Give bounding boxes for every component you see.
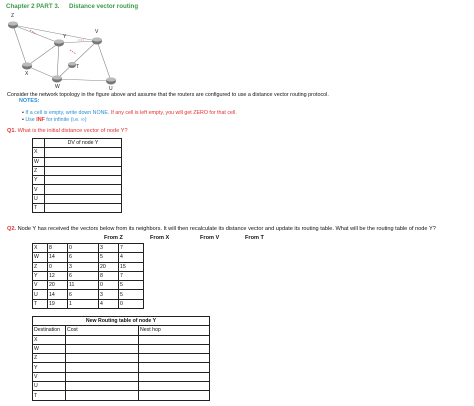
cell-from-z: 14 — [48, 253, 68, 262]
cell-from-v: 5 — [99, 253, 119, 262]
cell-from-t: 7 — [119, 244, 144, 253]
routing-next-hop-cell[interactable] — [139, 391, 210, 400]
table-row — [33, 166, 122, 175]
q1-label: Q1. — [7, 128, 17, 134]
col-header-from-t: From T — [245, 235, 264, 241]
table-row — [33, 290, 144, 299]
q1-answer-cell[interactable] — [45, 185, 122, 194]
routing-next-hop-cell[interactable] — [139, 335, 210, 344]
table-row — [33, 157, 122, 166]
cell-from-z: 0 — [48, 262, 68, 271]
router-u — [106, 78, 116, 91]
q2-text: Node Y has received the vectors below from its neighbors. It will then recalculate its distance vector and update its routing table. What will be the routing table of node Y? — [16, 226, 436, 232]
q1-row-label: T — [33, 204, 45, 213]
router-t-label: T — [76, 64, 80, 70]
router-z — [8, 13, 18, 29]
router-z-label: Z — [11, 13, 15, 19]
cell-from-t: 5 — [119, 290, 144, 299]
table-row — [33, 244, 144, 253]
router-x-label: X — [25, 71, 29, 77]
routing-cost-cell[interactable] — [66, 354, 139, 363]
bullet-icon: • — [22, 117, 26, 123]
cell-from-t: 7 — [119, 271, 144, 280]
row-node: U — [33, 290, 48, 299]
q2-question — [7, 226, 471, 232]
routing-cost-cell[interactable] — [66, 372, 139, 381]
routing-col-destination: Destination — [33, 326, 66, 335]
col-header-from-v: From V — [200, 235, 220, 241]
bullet-icon: • — [22, 110, 26, 116]
cell-from-x: 6 — [68, 290, 99, 299]
routing-cost-cell[interactable] — [66, 382, 139, 391]
router-x — [22, 63, 32, 78]
routing-next-hop-cell[interactable] — [139, 354, 210, 363]
q2-label: Q2. — [7, 226, 17, 232]
cell-from-x: 3 — [68, 262, 99, 271]
table-row — [33, 271, 144, 280]
note-item-inf — [22, 117, 87, 123]
row-node: Y — [33, 271, 48, 280]
table-row — [33, 176, 122, 185]
table-row — [33, 204, 122, 213]
q1-answer-cell[interactable] — [45, 204, 122, 213]
table-row — [33, 148, 122, 157]
table-row — [33, 344, 210, 353]
cell-from-t: 15 — [119, 262, 144, 271]
note-inf-keyword: INF — [36, 117, 45, 123]
new-routing-table — [32, 316, 210, 401]
table-row — [33, 281, 144, 290]
router-y-label: Y — [63, 34, 67, 40]
cell-from-v: 4 — [99, 299, 119, 308]
cell-from-z: 12 — [48, 271, 68, 280]
col-header-from-z: From Z — [104, 235, 123, 241]
cell-from-z: 19 — [48, 299, 68, 308]
routing-cost-cell[interactable] — [66, 363, 139, 372]
network-topology-diagram — [0, 10, 135, 90]
cell-from-v: 3 — [99, 290, 119, 299]
col-header-from-x: From X — [150, 235, 170, 241]
cell-from-v: 0 — [99, 281, 119, 290]
cell-from-t: 4 — [119, 253, 144, 262]
q1-answer-cell[interactable] — [45, 157, 122, 166]
routing-table-title: New Routing table of node Y — [33, 317, 210, 326]
router-w — [52, 76, 62, 91]
row-node: T — [33, 299, 48, 308]
topic-title: Distance vector routing — [69, 3, 139, 10]
cell-from-v: 8 — [99, 271, 119, 280]
cell-from-z: 20 — [48, 281, 68, 290]
routing-dest: T — [33, 391, 66, 400]
table-row — [33, 317, 210, 326]
q1-row-label: Y — [33, 176, 45, 185]
q1-answer-cell[interactable] — [45, 148, 122, 157]
cell-from-v: 3 — [99, 244, 119, 253]
routing-col-next-hop: Next hop — [139, 326, 210, 335]
routing-next-hop-cell[interactable] — [139, 344, 210, 353]
q1-row-label: W — [33, 157, 45, 166]
cell-from-z: 8 — [48, 244, 68, 253]
table-row — [33, 326, 210, 335]
routing-next-hop-cell[interactable] — [139, 363, 210, 372]
router-v-label: V — [95, 29, 99, 35]
table-row — [33, 262, 144, 271]
routing-dest: U — [33, 382, 66, 391]
table-row — [33, 194, 122, 203]
q1-row-label: X — [33, 148, 45, 157]
notes-title: NOTES: — [19, 98, 40, 104]
routing-dest: Z — [33, 354, 66, 363]
table-row — [33, 185, 122, 194]
cell-from-z: 14 — [48, 290, 68, 299]
q1-dv-header: DV of node Y — [45, 139, 122, 148]
cell-from-x: 6 — [68, 253, 99, 262]
cell-from-x: 1 — [68, 299, 99, 308]
router-v — [92, 29, 102, 45]
table-row — [33, 391, 210, 400]
row-node: W — [33, 253, 48, 262]
row-node: X — [33, 244, 48, 253]
cell-from-x: 11 — [68, 281, 99, 290]
table-row — [33, 354, 210, 363]
q1-dv-table — [32, 138, 122, 213]
q1-row-label: U — [33, 194, 45, 203]
table-row — [33, 335, 210, 344]
router-w-label: W — [55, 84, 60, 90]
q1-answer-cell[interactable] — [45, 194, 122, 203]
chapter-title: Chapter 2 PART 3. — [6, 3, 60, 10]
routing-dest: W — [33, 344, 66, 353]
table-row — [33, 139, 122, 148]
router-y — [54, 34, 67, 47]
q1-row-label: Z — [33, 166, 45, 175]
routing-dest: Y — [33, 363, 66, 372]
routing-cost-cell[interactable] — [66, 391, 139, 400]
row-node: Z — [33, 262, 48, 271]
q1-row-label: V — [33, 185, 45, 194]
cell-from-t: 5 — [119, 281, 144, 290]
q1-answer-cell[interactable] — [45, 166, 122, 175]
routing-next-hop-cell[interactable] — [139, 382, 210, 391]
q1-text: What is the initial distance vector of node Y? — [16, 128, 128, 134]
q1-question — [7, 128, 128, 134]
router-u-label: U — [109, 86, 113, 90]
cell-from-x: 0 — [68, 244, 99, 253]
table-row — [33, 299, 144, 308]
routing-dest: X — [33, 335, 66, 344]
routing-next-hop-cell[interactable] — [139, 372, 210, 381]
routing-cost-cell[interactable] — [66, 335, 139, 344]
q1-answer-cell[interactable] — [45, 176, 122, 185]
table-row — [33, 372, 210, 381]
cell-from-v: 20 — [99, 262, 119, 271]
note-inf-post: for infinite (i.e. ∞) — [44, 117, 87, 123]
cell-from-x: 6 — [68, 271, 99, 280]
q2-neighbor-vectors-table — [32, 243, 144, 309]
cell-from-t: 0 — [119, 299, 144, 308]
routing-cost-cell[interactable] — [66, 344, 139, 353]
table-row — [33, 382, 210, 391]
routing-col-cost: Cost — [66, 326, 139, 335]
note-empty-blue: If a cell is empty, write down NONE. — [25, 110, 110, 116]
table-row — [33, 363, 210, 372]
routing-dest: V — [33, 372, 66, 381]
row-node: V — [33, 281, 48, 290]
note-inf-pre: Use — [25, 117, 37, 123]
table-row — [33, 253, 144, 262]
intro-text: Consider the network topology in the figure above and assume that the routers are configured to use a distance vector routing protocol. — [7, 92, 329, 98]
note-empty-red: If any cell is left empty, you will get ZERO for that cell. — [109, 110, 237, 116]
router-t — [68, 62, 79, 70]
note-item-empty — [22, 110, 237, 116]
